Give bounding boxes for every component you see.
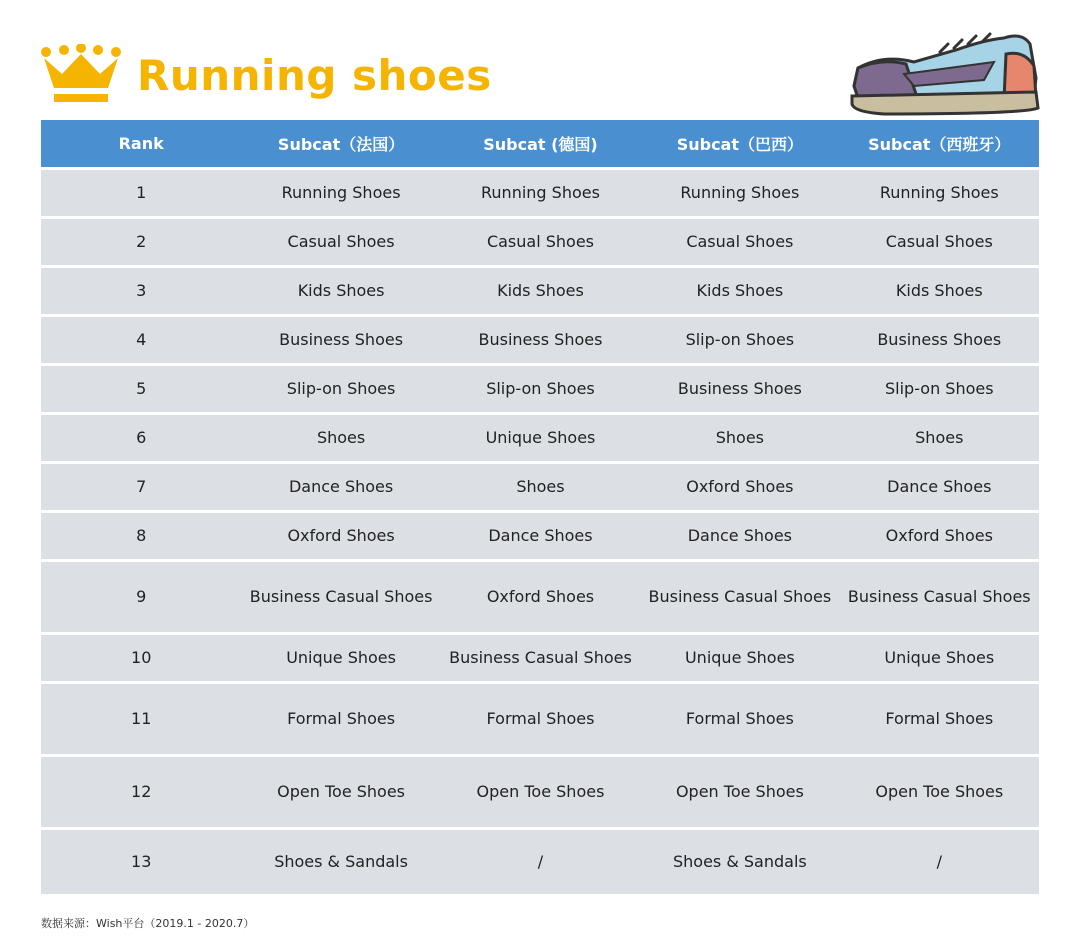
table-cell: Formal Shoes — [441, 683, 640, 756]
table-cell: Business Shoes — [840, 316, 1039, 365]
table-cell: Business Casual Shoes — [640, 561, 839, 634]
column-header-brazil: Subcat（巴西） — [640, 120, 839, 169]
crown-icon — [40, 44, 122, 104]
table-row — [41, 561, 1039, 634]
table-row — [41, 829, 1039, 895]
table-cell: Casual Shoes — [441, 218, 640, 267]
rank-cell: 9 — [41, 561, 241, 634]
table-cell: Shoes & Sandals — [640, 829, 839, 895]
table-cell: Slip-on Shoes — [640, 316, 839, 365]
table-cell: Running Shoes — [441, 169, 640, 218]
table-row — [41, 756, 1039, 829]
table-cell: Unique Shoes — [441, 414, 640, 463]
table-cell: Dance Shoes — [640, 512, 839, 561]
table-cell: Slip-on Shoes — [241, 365, 440, 414]
table-cell: Kids Shoes — [640, 267, 839, 316]
table-cell: Shoes — [840, 414, 1039, 463]
table-cell: Shoes — [241, 414, 440, 463]
table-cell: Oxford Shoes — [640, 463, 839, 512]
page-title: Running shoes — [137, 51, 492, 100]
table-cell: Shoes & Sandals — [241, 829, 440, 895]
table-cell: Shoes — [640, 414, 839, 463]
data-source-note: 数据来源：Wish平台（2019.1 - 2020.7） — [41, 917, 255, 930]
rank-cell: 8 — [41, 512, 241, 561]
table-cell: Formal Shoes — [840, 683, 1039, 756]
rank-cell: 11 — [41, 683, 241, 756]
table-row — [41, 683, 1039, 756]
table-cell: Casual Shoes — [241, 218, 440, 267]
table-cell: Open Toe Shoes — [441, 756, 640, 829]
table-cell: Dance Shoes — [441, 512, 640, 561]
table-cell: Business Shoes — [241, 316, 440, 365]
table-cell: Unique Shoes — [640, 634, 839, 683]
table-row — [41, 414, 1039, 463]
table-cell: Unique Shoes — [241, 634, 440, 683]
table-cell: Formal Shoes — [241, 683, 440, 756]
table-row — [41, 463, 1039, 512]
rank-cell: 3 — [41, 267, 241, 316]
table-cell: Running Shoes — [840, 169, 1039, 218]
table-row — [41, 267, 1039, 316]
table-cell: Oxford Shoes — [441, 561, 640, 634]
table-cell: Running Shoes — [241, 169, 440, 218]
table-cell: Oxford Shoes — [840, 512, 1039, 561]
table-cell: Open Toe Shoes — [241, 756, 440, 829]
column-header-france: Subcat（法国） — [241, 120, 440, 169]
table-row — [41, 634, 1039, 683]
table-header-row — [41, 120, 1039, 169]
rank-cell: 10 — [41, 634, 241, 683]
table-cell: / — [840, 829, 1039, 895]
table-row — [41, 365, 1039, 414]
rank-cell: 2 — [41, 218, 241, 267]
table-cell: Oxford Shoes — [241, 512, 440, 561]
table-cell: Dance Shoes — [840, 463, 1039, 512]
rank-cell: 13 — [41, 829, 241, 895]
page-header — [0, 0, 1080, 120]
table-cell: / — [441, 829, 640, 895]
table-cell: Open Toe Shoes — [840, 756, 1039, 829]
table-cell: Kids Shoes — [441, 267, 640, 316]
rank-cell: 12 — [41, 756, 241, 829]
rank-cell: 7 — [41, 463, 241, 512]
column-header-germany: Subcat (德国) — [441, 120, 640, 169]
sneaker-icon — [844, 26, 1044, 118]
rank-cell: 4 — [41, 316, 241, 365]
table-cell: Business Casual Shoes — [241, 561, 440, 634]
table-cell: Slip-on Shoes — [441, 365, 640, 414]
table-cell: Casual Shoes — [640, 218, 839, 267]
table-cell: Formal Shoes — [640, 683, 839, 756]
rank-cell: 1 — [41, 169, 241, 218]
table-cell: Shoes — [441, 463, 640, 512]
table-cell: Dance Shoes — [241, 463, 440, 512]
rank-cell: 5 — [41, 365, 241, 414]
table-cell: Business Casual Shoes — [840, 561, 1039, 634]
table-row — [41, 169, 1039, 218]
table-cell: Slip-on Shoes — [840, 365, 1039, 414]
table-row — [41, 218, 1039, 267]
table-cell: Kids Shoes — [241, 267, 440, 316]
table-cell: Running Shoes — [640, 169, 839, 218]
table-row — [41, 316, 1039, 365]
table-cell: Business Shoes — [640, 365, 839, 414]
table-cell: Kids Shoes — [840, 267, 1039, 316]
table-cell: Unique Shoes — [840, 634, 1039, 683]
ranking-table — [41, 120, 1039, 894]
table-row — [41, 512, 1039, 561]
column-header-spain: Subcat（西班牙） — [840, 120, 1039, 169]
table-cell: Business Casual Shoes — [441, 634, 640, 683]
table-cell: Business Shoes — [441, 316, 640, 365]
table-cell: Open Toe Shoes — [640, 756, 839, 829]
column-header-rank: Rank — [41, 120, 241, 169]
rank-cell: 6 — [41, 414, 241, 463]
table-cell: Casual Shoes — [840, 218, 1039, 267]
